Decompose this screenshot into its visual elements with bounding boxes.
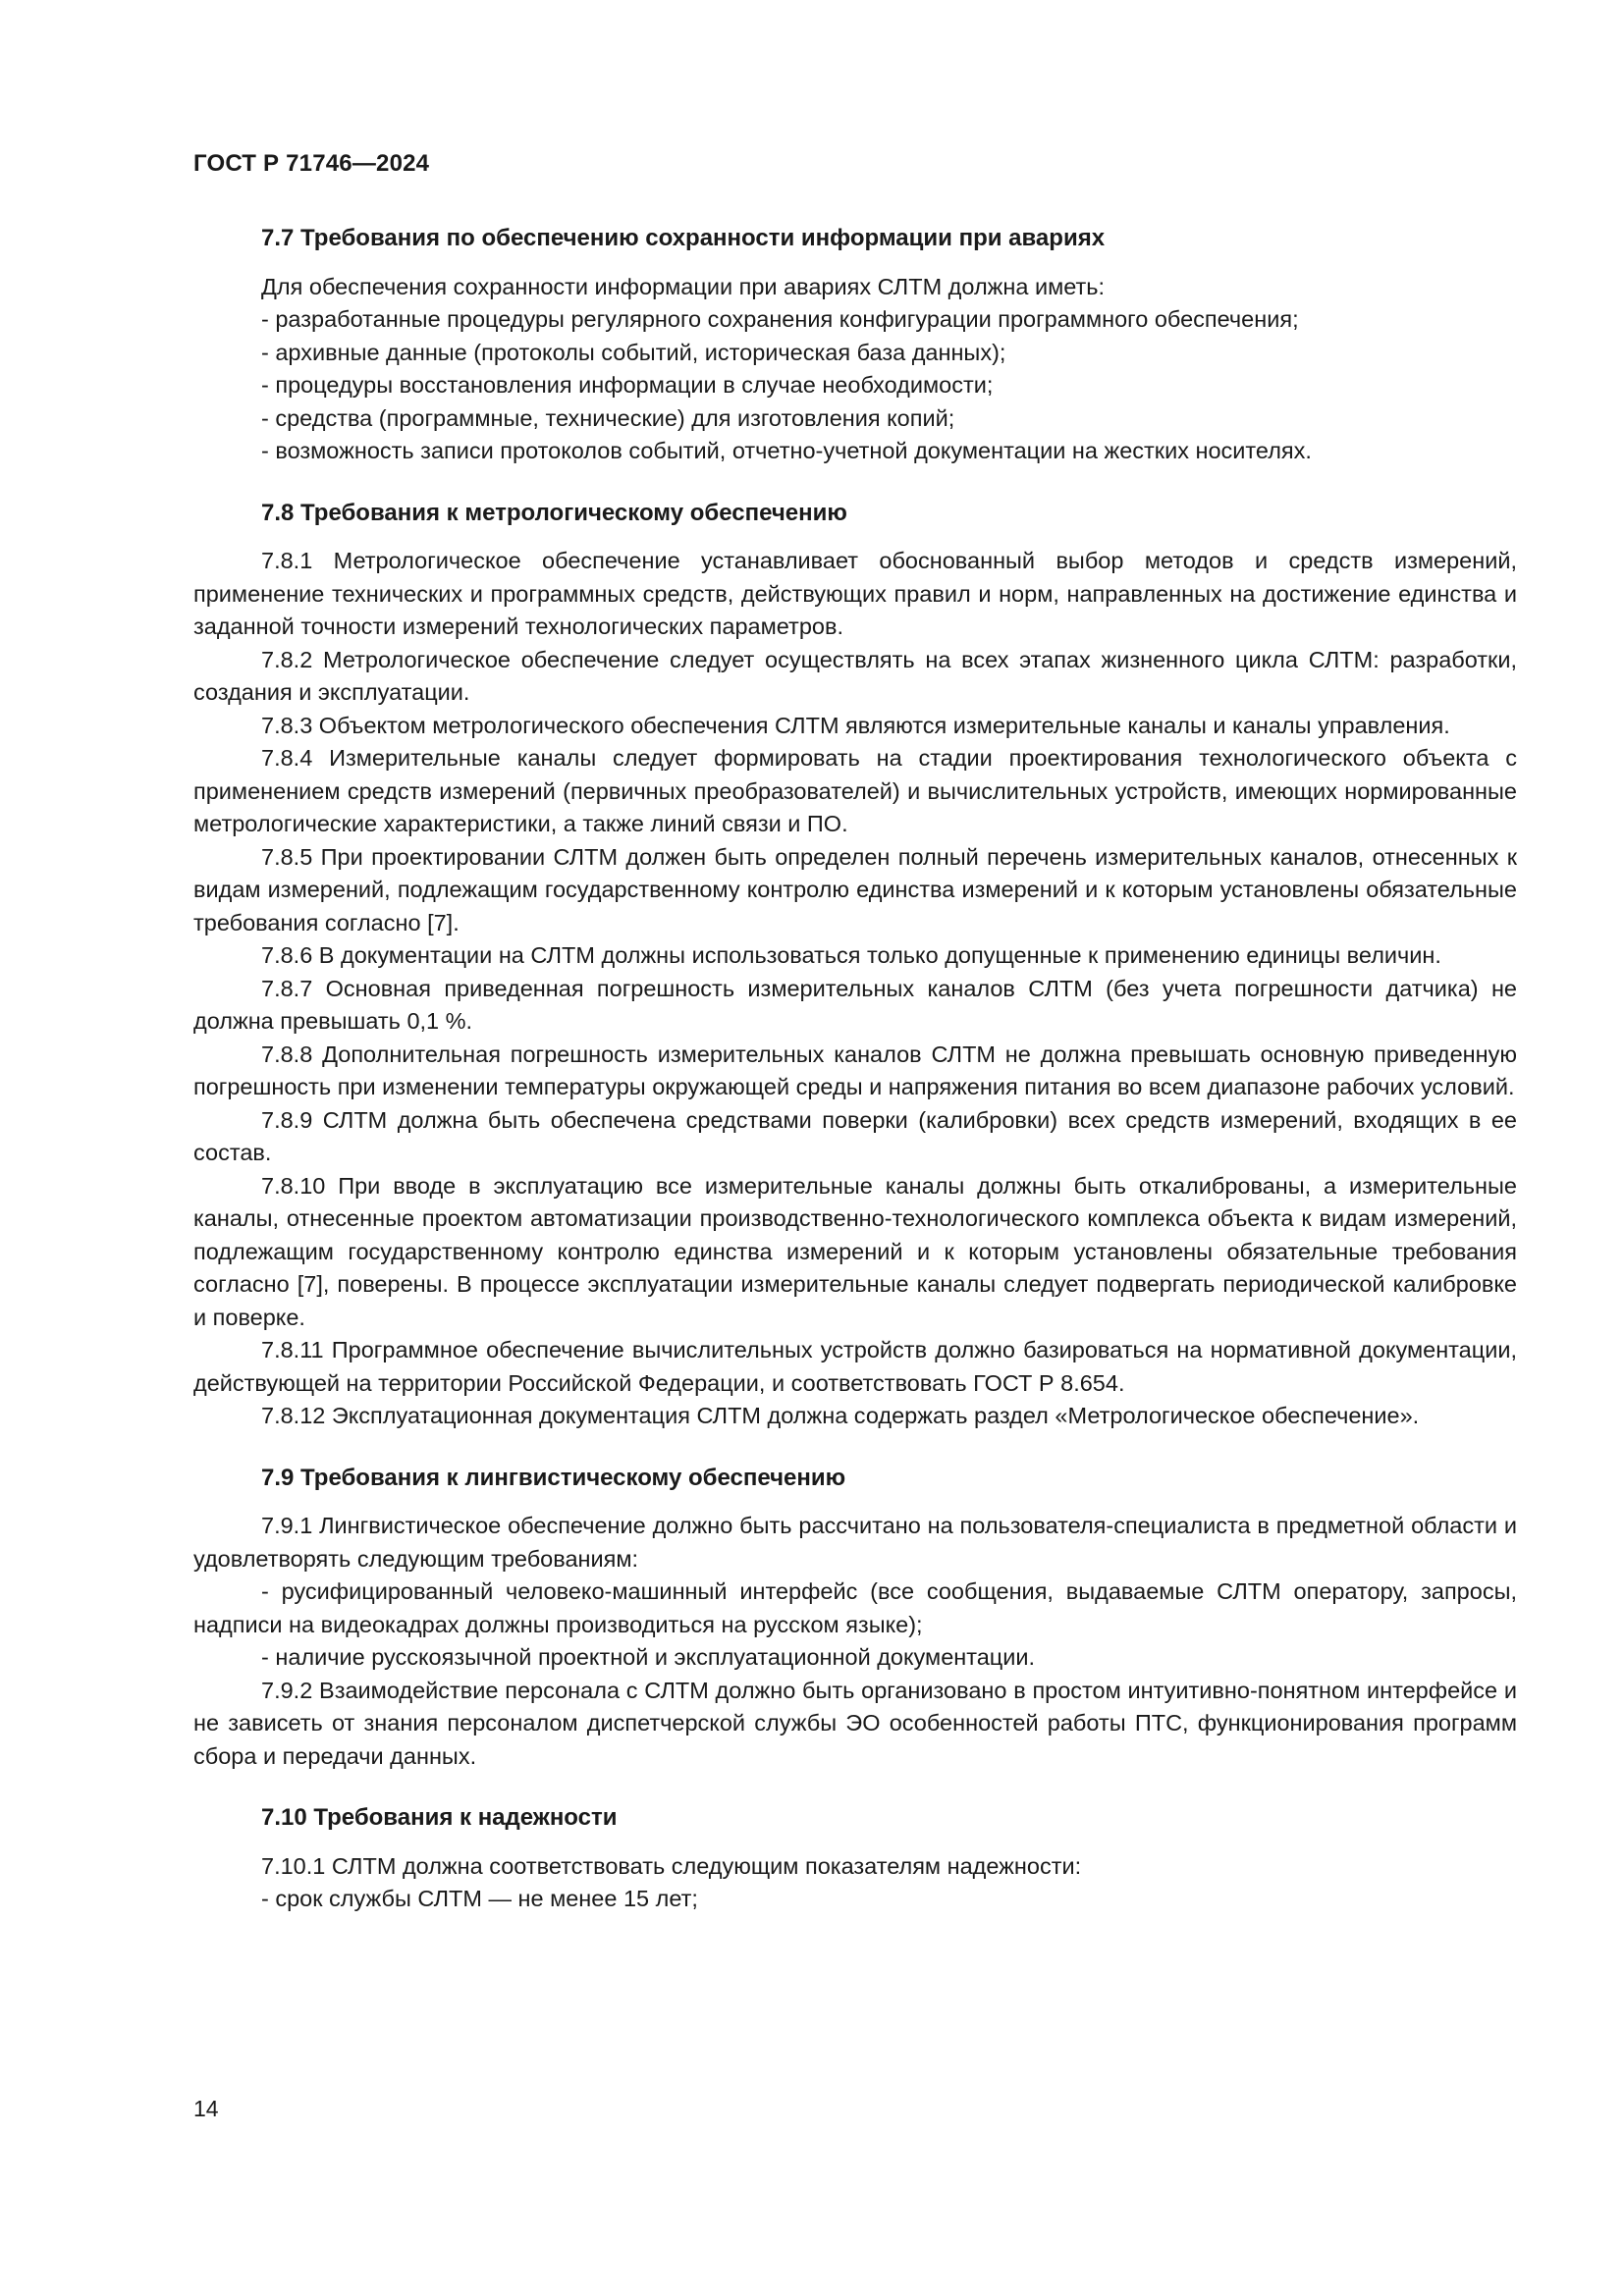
paragraph: 7.8.1 Метрологическое обеспечение устанавливает обоснованный выбор методов и средств измерений, применение технических и программных средств, действующих правил и норм, направленных на достижение единства и заданной точности измерений технологических параметров. (193, 548, 1517, 639)
paragraph: Для обеспечения сохранности информации при авариях СЛТМ должна иметь: (261, 273, 1106, 299)
paragraph: 7.8.8 Дополнительная погрешность измерительных каналов СЛТМ не должна превышать основную приведенную погрешность при изменении температуры окружающей среды и напряжения питания во всем диапазоне рабочих условий. (193, 1041, 1517, 1099)
list-item: - русифицированный человеко-машинный интерфейс (все сообщения, выдаваемые СЛТМ оператору, запросы, надписи на видеокадрах должны производиться на русском языке); (193, 1578, 1517, 1637)
section-7-8 (193, 497, 1517, 1433)
list-item: - наличие русскоязычной проектной и эксплуатационной документации. (261, 1644, 1036, 1670)
paragraph: 7.8.4 Измерительные каналы следует формировать на стадии проектирования технологического объекта с применением средств измерений (первичных преобразователей) и вычислительных устройств, имеющих нормированные метрологические характеристики, а также линий связи и ПО. (193, 745, 1517, 836)
list-item: - средства (программные, технические) для изготовления копий; (261, 404, 955, 431)
list-item: - срок службы СЛТМ — не менее 15 лет; (261, 1886, 698, 1911)
section-7-9 (193, 1462, 1517, 1774)
page-content (193, 222, 1517, 1916)
paragraph: 7.8.7 Основная приведенная погрешность измерительных каналов СЛТМ (без учета погрешности датчика) не должна превышать 0,1 %. (193, 975, 1517, 1034)
paragraph: 7.8.11 Программное обеспечение вычислительных устройств должно базироваться на нормативной документации, действующей на территории Российской Федерации, и соответствовать ГОСТ Р 8.654. (193, 1337, 1517, 1396)
paragraph: 7.8.9 СЛТМ должна быть обеспечена средствами поверки (калибровки) всех средств измерений, входящих в ее состав. (193, 1106, 1517, 1165)
section-7-10 (193, 1801, 1517, 1916)
paragraph: 7.10.1 СЛТМ должна соответствовать следующим показателям надежности: (261, 1852, 1082, 1879)
paragraph: 7.8.6 В документации на СЛТМ должны использоваться только допущенные к применению единицы величин. (261, 942, 1441, 968)
paragraph: 7.8.3 Объектом метрологического обеспечения СЛТМ являются измерительные каналы и каналы управления. (261, 712, 1450, 738)
list-item: - разработанные процедуры регулярного сохранения конфигурации программного обеспечения; (261, 306, 1299, 332)
section-title: 7.10 Требования к надежности (261, 1804, 618, 1831)
paragraph: 7.9.2 Взаимодействие персонала с СЛТМ должно быть организовано в простом интуитивно-понятном интерфейсе и не зависеть от знания персоналом диспетчерской службы ЭО особенностей работы ПТС, функционирования программ сбора и передачи данных. (193, 1677, 1517, 1769)
page-number: 14 (193, 2096, 219, 2121)
paragraph: 7.8.2 Метрологическое обеспечение следует осуществлять на всех этапах жизненного цикла СЛТМ: разработки, создания и эксплуатации. (193, 646, 1517, 705)
section-title: 7.7 Требования по обеспечению сохранности информации при авариях (261, 225, 1106, 251)
list-item: - процедуры восстановления информации в случае необходимости; (261, 372, 994, 398)
section-title: 7.9 Требования к лингвистическому обеспечению (261, 1464, 846, 1491)
document-header: ГОСТ Р 71746—2024 (193, 150, 430, 177)
paragraph: 7.9.1 Лингвистическое обеспечение должно быть рассчитано на пользователя-специалиста в предметной области и удовлетворять следующим требованиям: (193, 1513, 1517, 1572)
paragraph: 7.8.5 При проектировании СЛТМ должен быть определен полный перечень измерительных каналов, отнесенных к видам измерений, подлежащим государственному контролю единства измерений и к которым установлены обязательные требования согласно [7]. (193, 843, 1517, 935)
paragraph: 7.8.10 При вводе в эксплуатацию все измерительные каналы должны быть откалиброваны, а измерительные каналы, отнесенные проектом автоматизации производственно-технологического комплекса объекта к видам измерений, подлежащим государственному контролю единства измерений и к которым установлены обязательные требования согласно [7], поверены. В процессе эксплуатации измерительные каналы следует подвергать периодической калибровке и поверке. (193, 1172, 1517, 1330)
section-7-7 (193, 222, 1517, 468)
paragraph: 7.8.12 Эксплуатационная документация СЛТМ должна содержать раздел «Метрологическое обеспечение». (261, 1403, 1420, 1428)
section-title: 7.8 Требования к метрологическому обеспечению (261, 499, 847, 526)
list-item: - архивные данные (протоколы событий, историческая база данных); (261, 339, 1006, 365)
list-item: - возможность записи протоколов событий, отчетно-учетной документации на жестких носителях. (261, 438, 1312, 463)
